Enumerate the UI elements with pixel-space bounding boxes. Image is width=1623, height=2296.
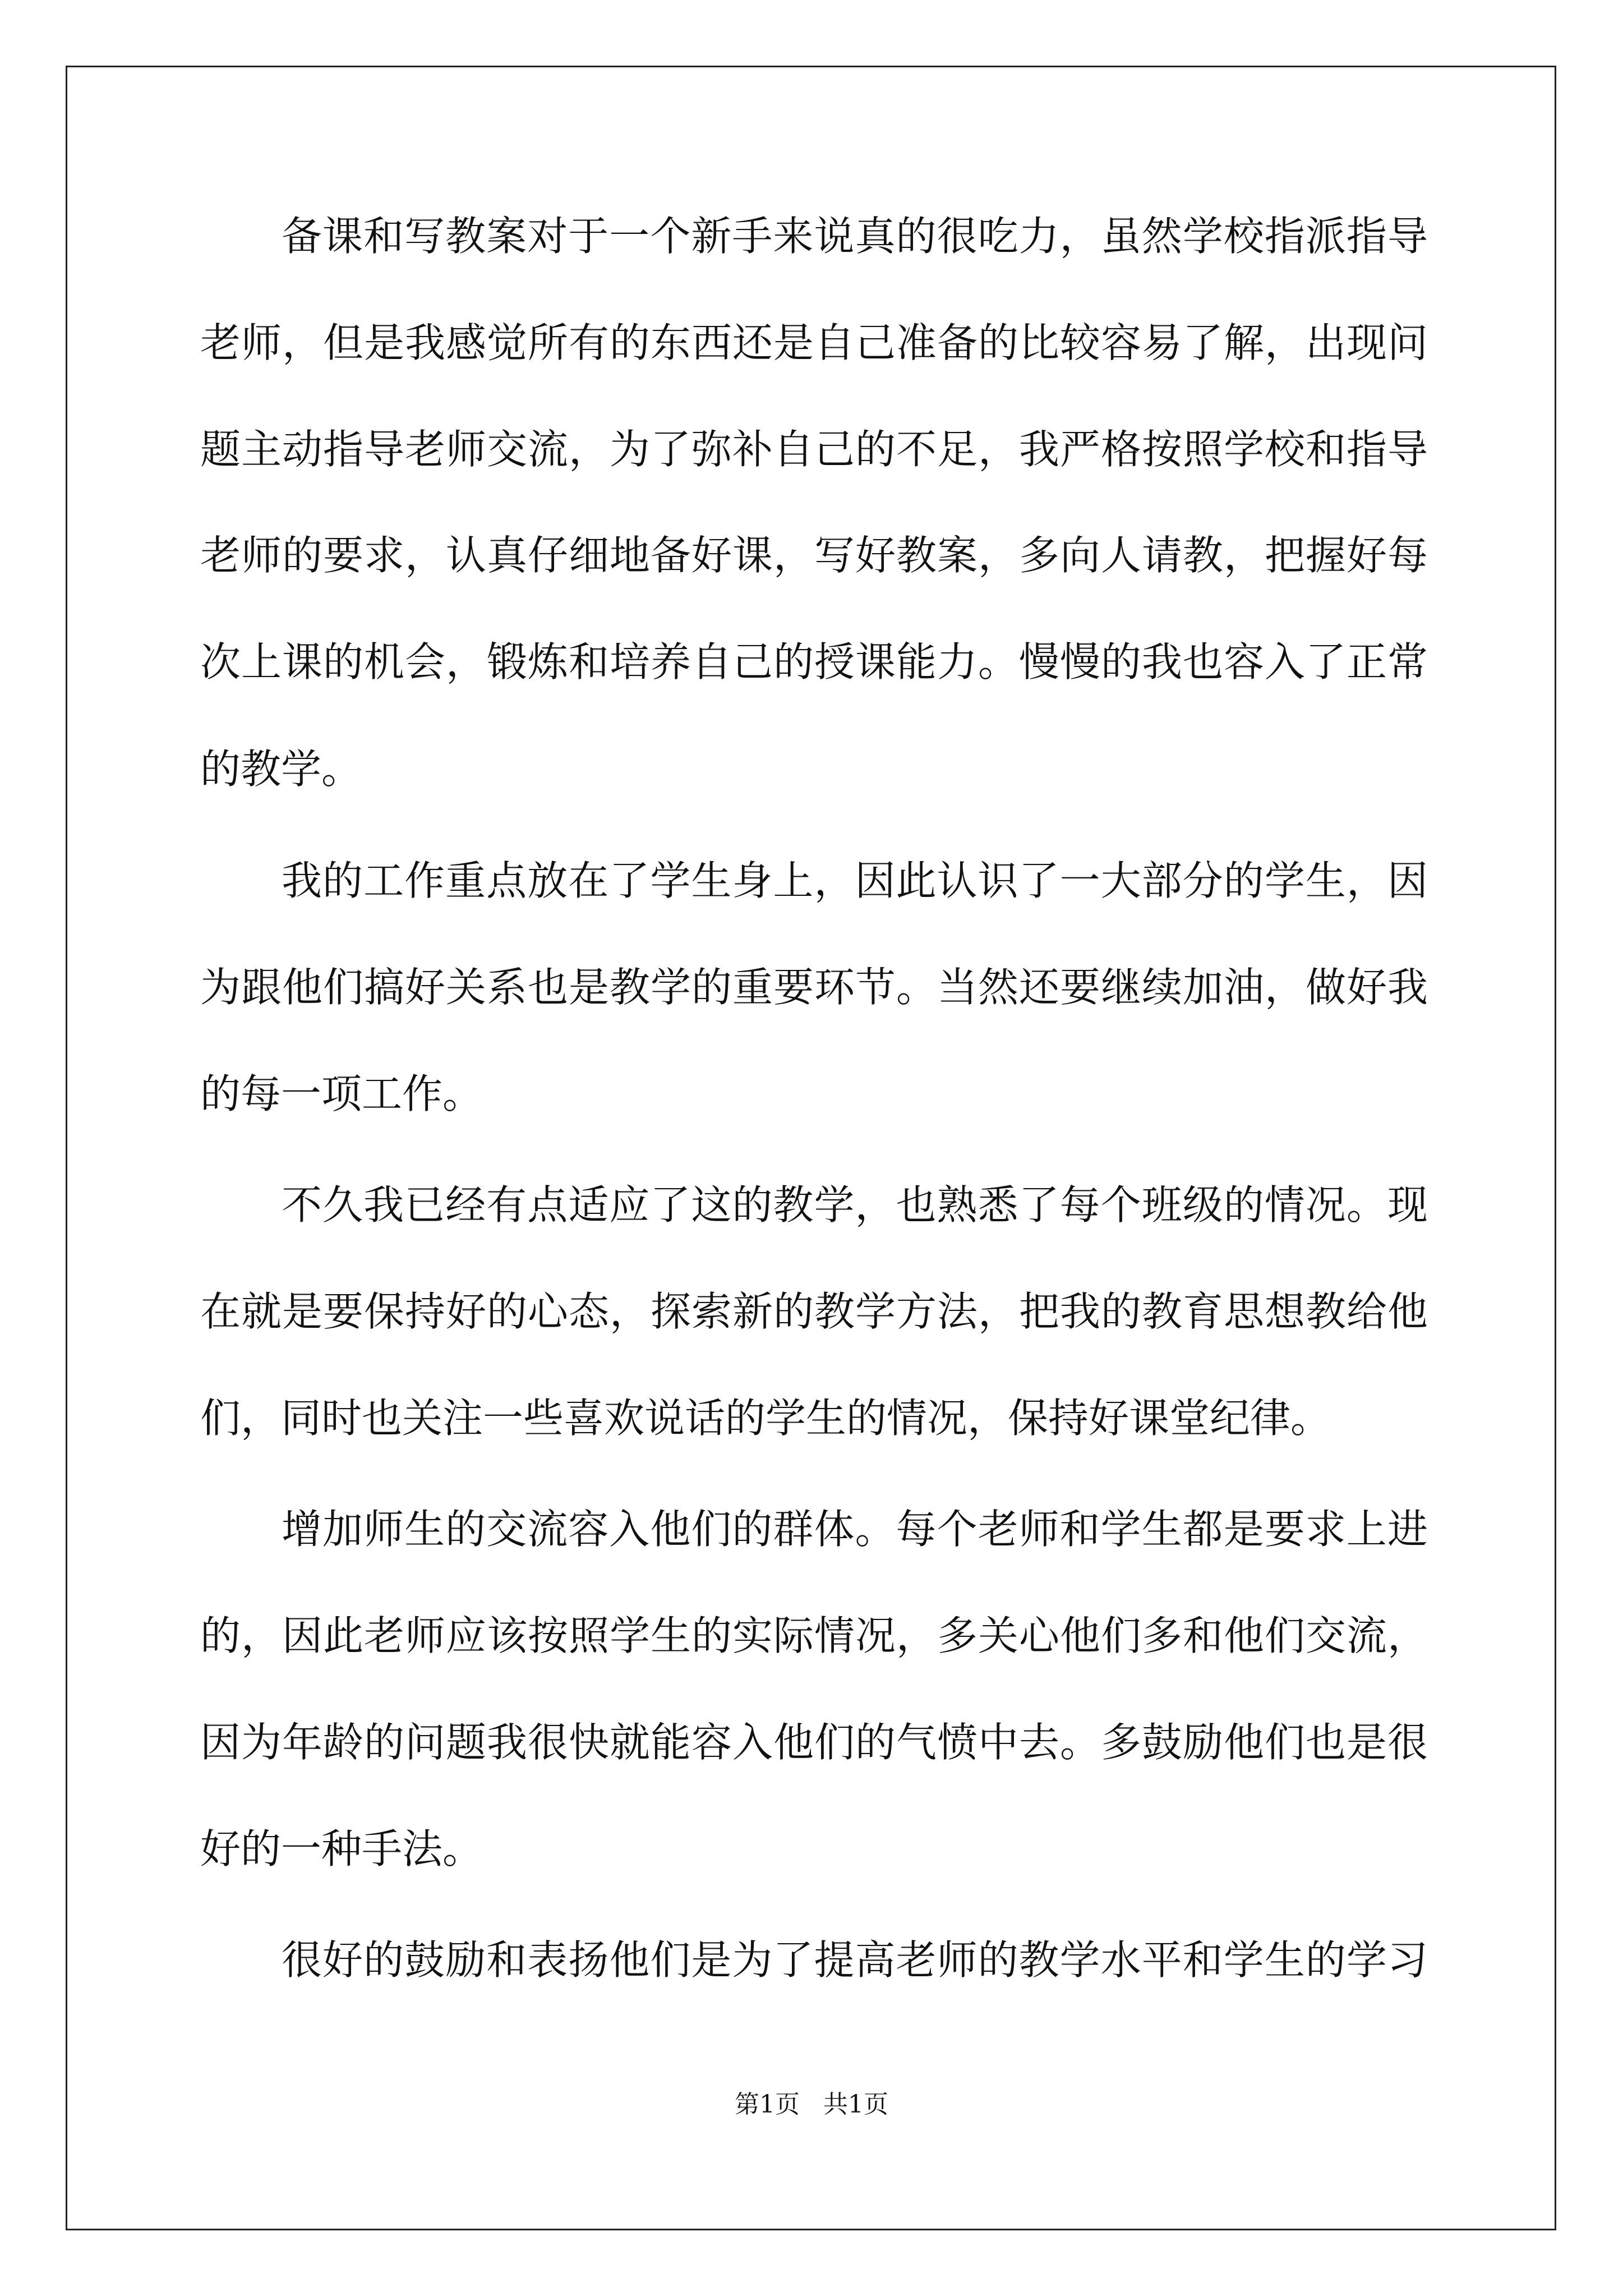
- page-frame: [66, 66, 1556, 2230]
- paragraph-2-line-2: 为跟他们搞好关系也是教学的重要环节。当然还要继续加油，做好我: [200, 964, 1428, 1011]
- page-number: 第1页: [735, 2090, 800, 2119]
- paragraph-2-line-1: 我的工作重点放在了学生身上，因此认识了一大部分的学生，因: [282, 857, 1428, 904]
- paragraph-4-line-1: 增加师生的交流容入他们的群体。每个老师和学生都是要求上进: [282, 1506, 1428, 1553]
- paragraph-2-line-3: 的每一项工作。: [200, 1070, 483, 1117]
- paragraph-5-line-1: 很好的鼓励和表扬他们是为了提高老师的教学水平和学生的学习: [282, 1936, 1428, 1984]
- paragraph-4-line-3: 因为年龄的问题我很快就能容入他们的气愤中去。多鼓励他们也是很: [200, 1719, 1428, 1766]
- page-footer: [0, 2088, 1623, 2122]
- paragraph-3-line-3: 们，同时也关注一些喜欢说话的学生的情况，保持好课堂纪律。: [200, 1395, 1331, 1442]
- paragraph-4-line-4: 好的一种手法。: [200, 1825, 483, 1872]
- paragraph-3-line-1: 不久我已经有点适应了这的教学，也熟悉了每个班级的情况。现: [282, 1181, 1428, 1228]
- paragraph-4-line-2: 的，因此老师应该按照学生的实际情况，多关心他们多和他们交流，: [200, 1612, 1428, 1659]
- page-total: 共1页: [823, 2090, 888, 2119]
- paragraph-1-line-2: 老师，但是我感觉所有的东西还是自己准备的比较容易了解，出现问: [200, 319, 1428, 366]
- paragraph-1-line-6: 的教学。: [200, 746, 362, 793]
- paragraph-1-line-4: 老师的要求，认真仔细地备好课，写好教案，多向人请教，把握好每: [200, 532, 1428, 579]
- paragraph-1-line-5: 次上课的机会，锻炼和培养自己的授课能力。慢慢的我也容入了正常: [200, 638, 1428, 685]
- paragraph-1-line-1: 备课和写教案对于一个新手来说真的很吃力，虽然学校指派指导: [282, 213, 1428, 260]
- paragraph-1-line-3: 题主动指导老师交流，为了弥补自己的不足，我严格按照学校和指导: [200, 426, 1428, 473]
- paragraph-3-line-2: 在就是要保持好的心态，探索新的教学方法，把我的教育思想教给他: [200, 1288, 1428, 1335]
